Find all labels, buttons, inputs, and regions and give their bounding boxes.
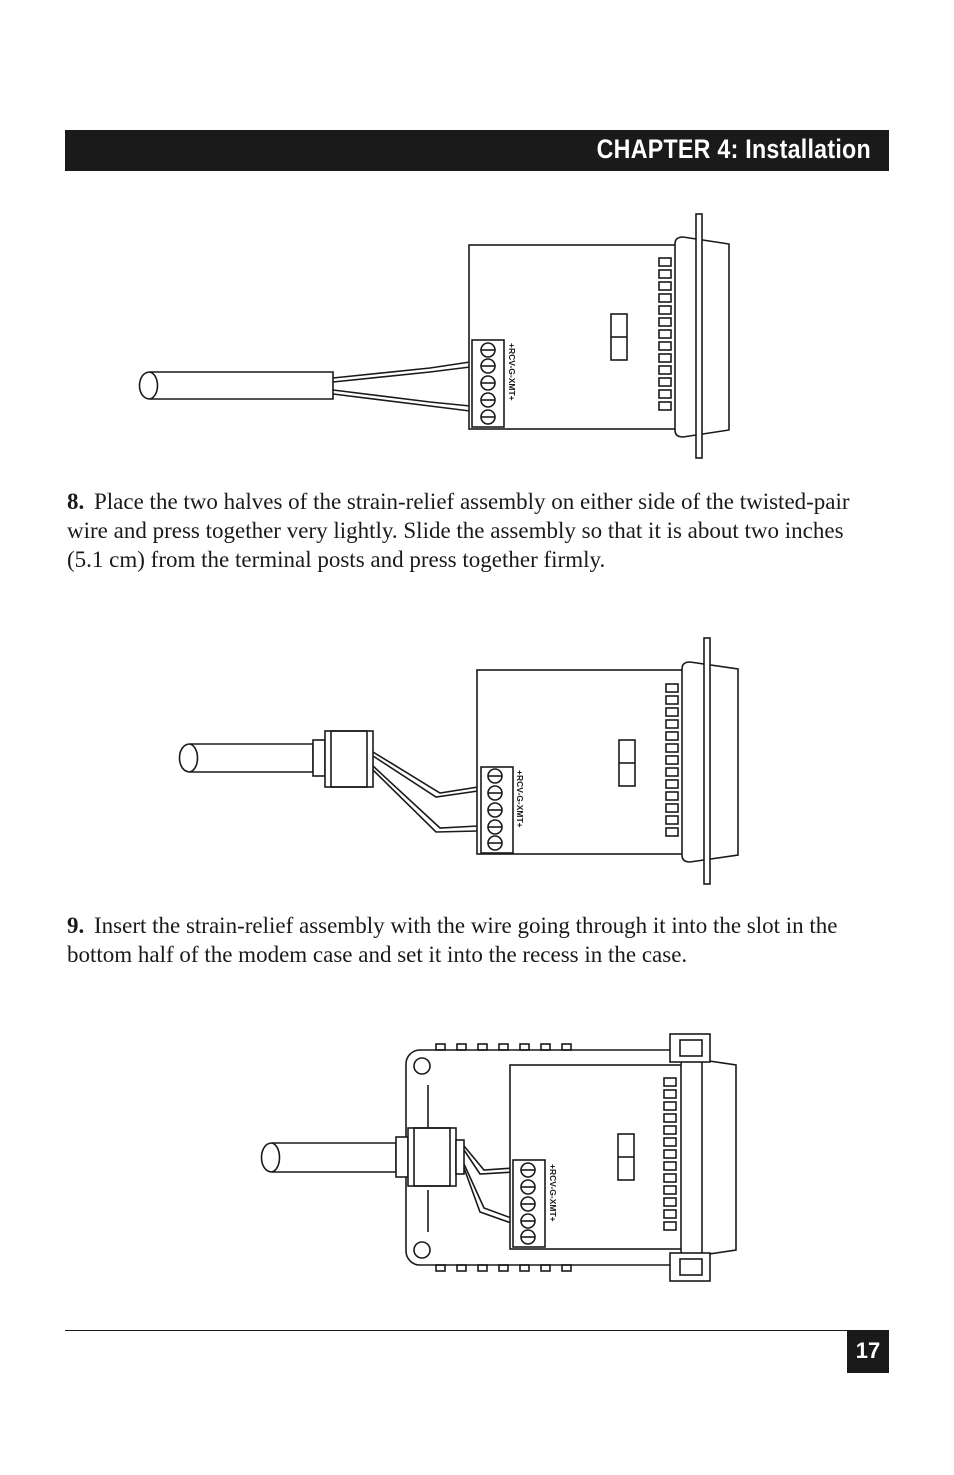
terminal-label: +RCV-G-XMT+ <box>515 770 525 828</box>
chapter-header-bar <box>65 130 889 171</box>
step-9-paragraph <box>67 911 882 969</box>
step-8-paragraph <box>67 487 882 574</box>
figure-strain-relief <box>0 635 954 890</box>
terminal-label: +RCV-G-XMT+ <box>507 343 517 401</box>
figure-modem-case <box>0 1030 954 1285</box>
step-text: Place the two halves of the strain-relief assembly on either side of the twisted-pair wire and press together very lightly. Slide the assembly so that it is about two inches (5.1 cm) from the terminal posts and press together firmly. <box>67 489 850 572</box>
figure-wire-attached <box>0 205 954 470</box>
chapter-title: CHAPTER 4: Installation <box>596 134 871 164</box>
step-number: 9. <box>67 913 85 938</box>
footer-rule <box>65 1330 889 1331</box>
terminal-label: +RCV-G-XMT+ <box>548 1164 558 1222</box>
step-text: Insert the strain-relief assembly with the wire going through it into the slot in the bottom half of the modem case and set it into the recess in the case. <box>67 913 838 967</box>
step-number: 8. <box>67 489 85 514</box>
page-number: 17 <box>855 1338 881 1363</box>
page-number-box <box>847 1331 889 1373</box>
